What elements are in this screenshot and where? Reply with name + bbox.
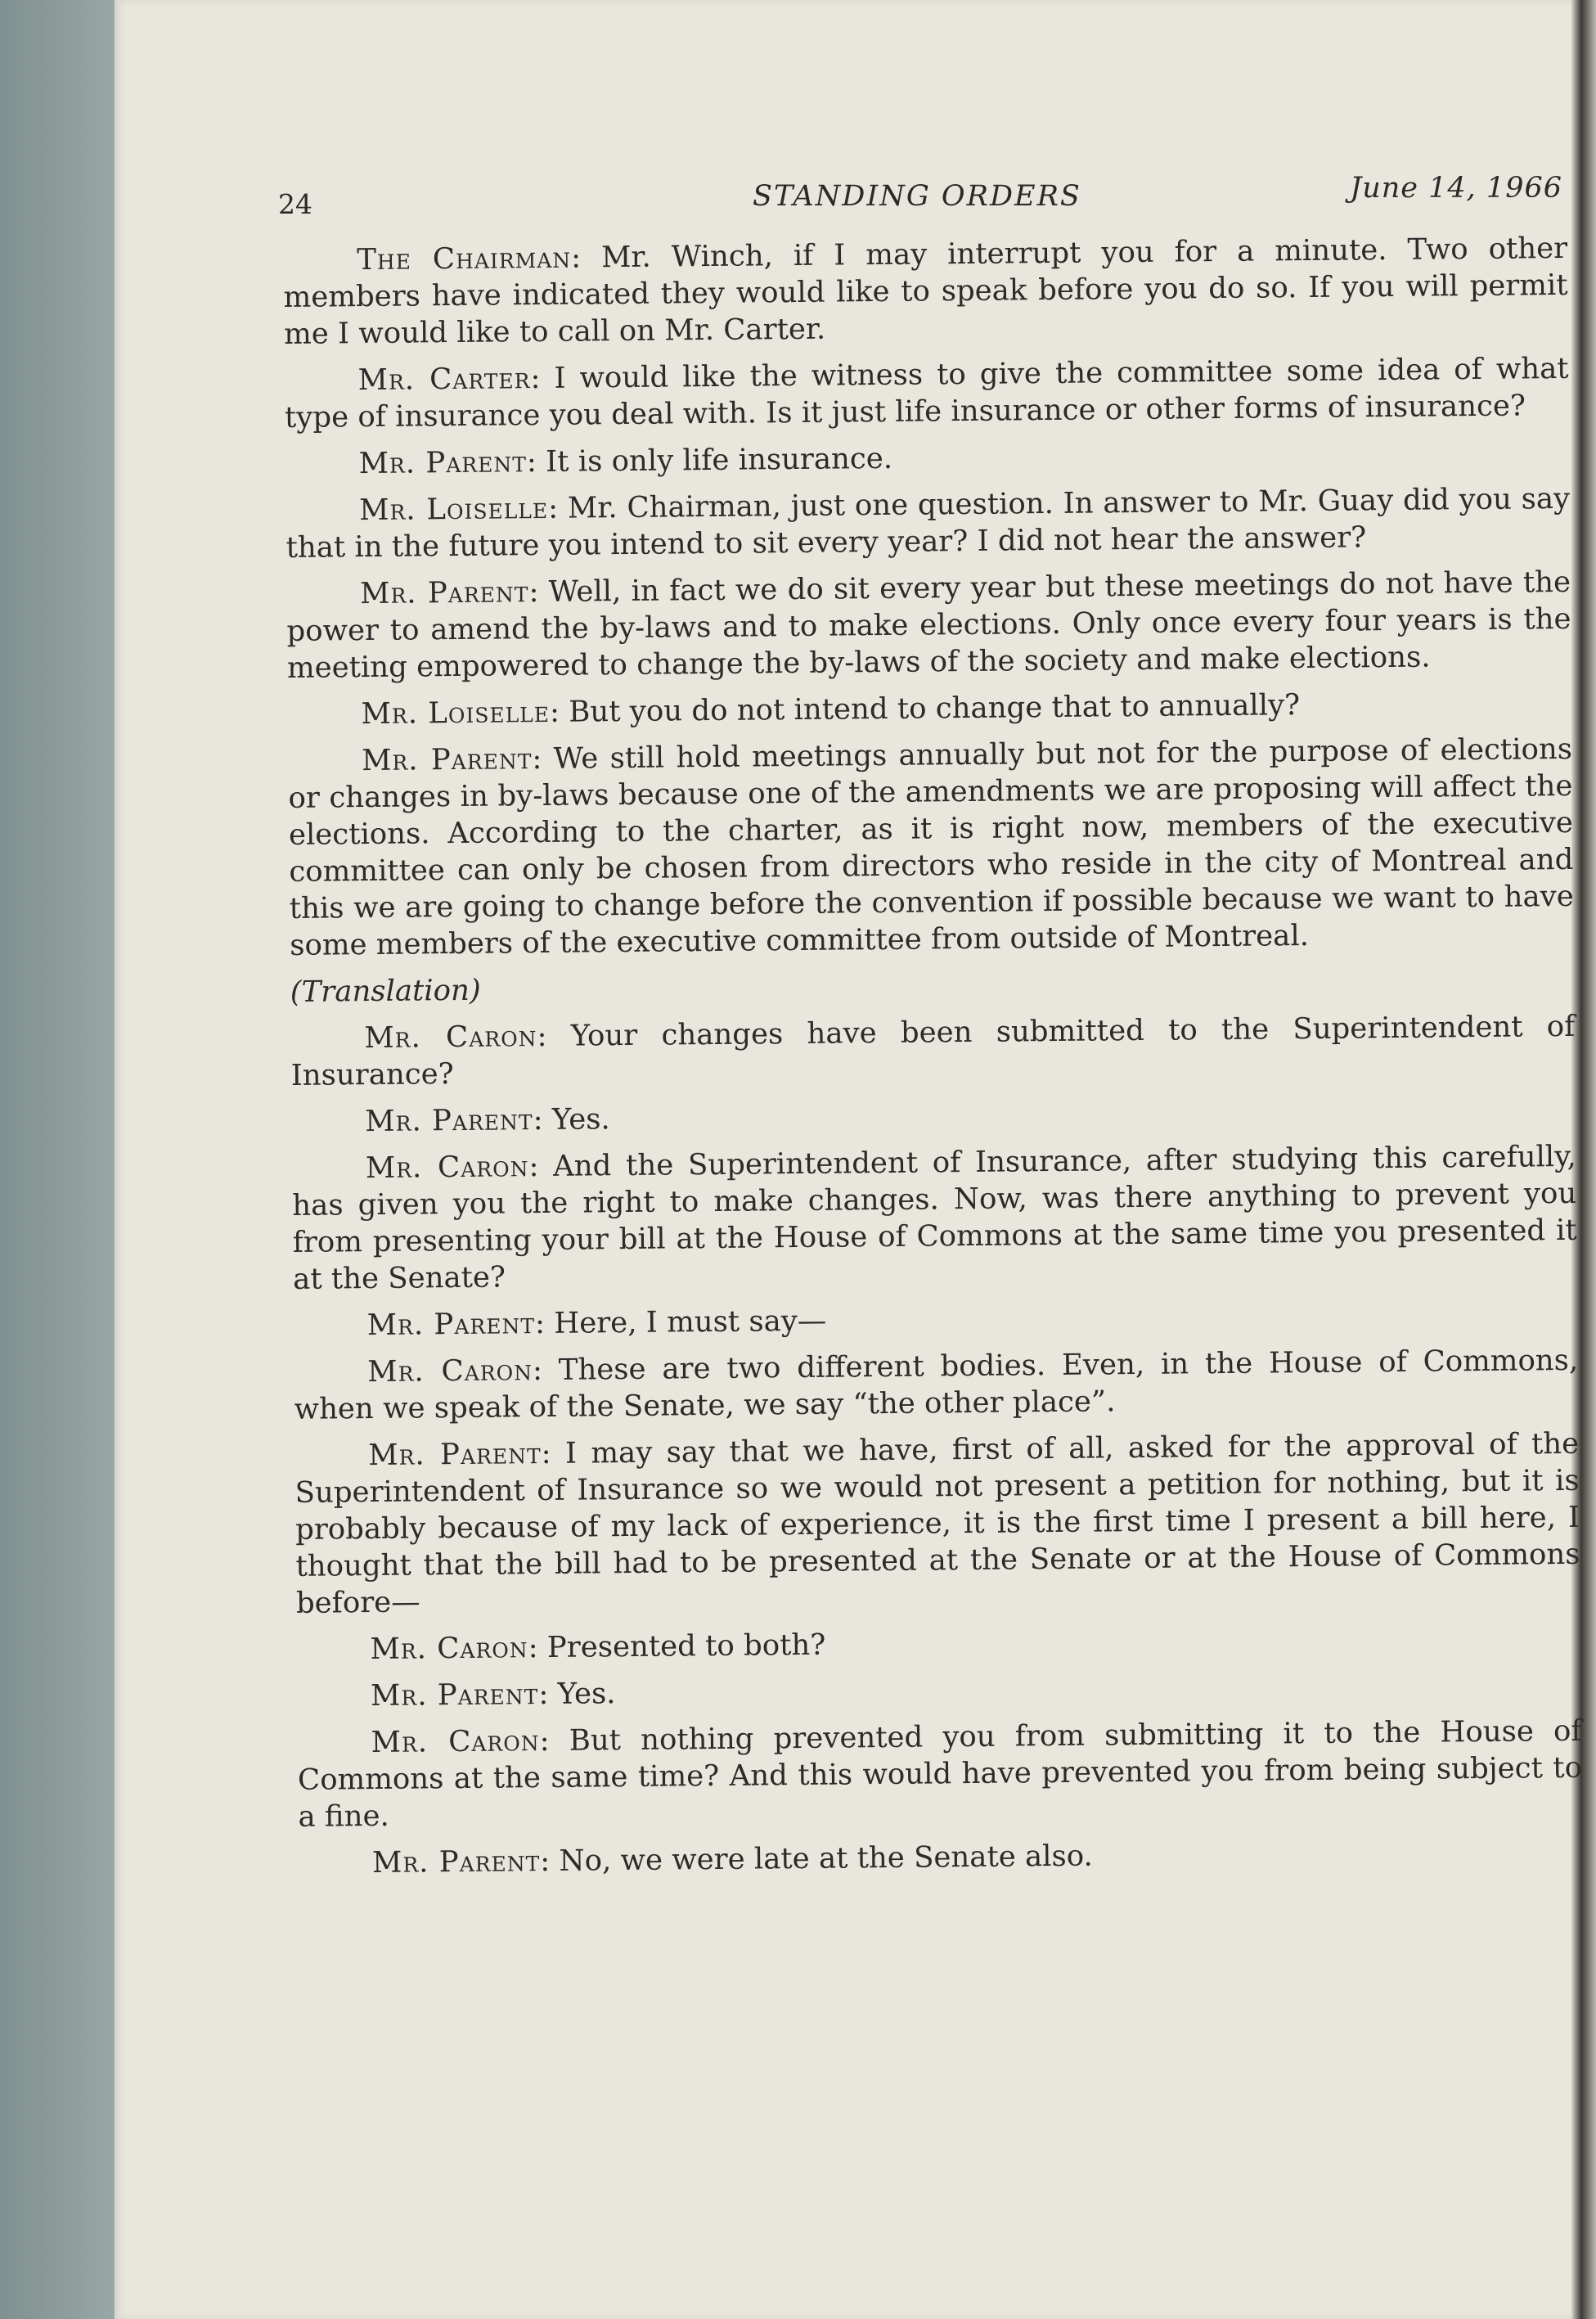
speech-text: But you do not intend to change that to annually? (569, 688, 1301, 729)
speech-text: But nothing prevented you from submitting it to the House of Commons at the same time? And this would have prevented you from being subject to a fine. (297, 1713, 1583, 1834)
speech-text: Presented to both? (546, 1628, 826, 1664)
speaker-name: Mr. Parent (366, 1307, 536, 1343)
speech-text: These are two different bodies. Even, in the House of Commons, when we speak of the Senate, we say “the other place”. (294, 1343, 1579, 1426)
speaker-name: Mr. Parent (359, 575, 529, 611)
paragraph: Mr. Parent: It is only life insurance. (358, 441, 893, 481)
speaker-name: Mr. Parent (365, 1103, 533, 1139)
paragraph: The Chairman: Mr. Winch, if I may interrupt you for a minute. Two other members have indicated they would like to speak before you do so. If you will permit me I would like to call on Mr. Carter. (283, 231, 1568, 351)
document-body (283, 230, 1583, 1892)
speech-text: I may say that we have, first of all, asked for the approval of the Superintendent of Insurance so we would not present a petition for nothing, but it is probably because of my lack of experience, it is the first time I present a bill here, I thought that the bill had to be presented at the Senate or at the House of Commons before— (294, 1426, 1580, 1620)
speech-text: Well, in fact we do sit every year but these meetings do not have the power to amend the by-laws and to make elections. Only once every four years is the meeting empowered to change the by-laws of the society and make elections. (286, 565, 1571, 685)
speech-text: Here, I must say— (554, 1304, 827, 1340)
speaker-name: Mr. Loiselle (361, 695, 551, 732)
paragraph: Mr. Caron: Presented to both? (370, 1628, 826, 1667)
paragraph: Mr. Parent: Yes. (365, 1102, 610, 1139)
paragraph: Mr. Parent: I may say that we have, first of all, asked for the approval of the Superintendent of Insurance so we would not present a petition for nothing, but it is probably because of my lack of experience, it is the first time I present a bill here, I thought that the bill had to be presented at the Senate or at the House of Commons before— (294, 1426, 1580, 1620)
speech-text: Yes. (551, 1102, 610, 1137)
speaker-name: Mr. Caron (370, 1631, 528, 1667)
paragraph: Mr. Parent: No, we were late at the Senate also. (371, 1839, 1093, 1880)
speech-text: We still hold meetings annually but not for the purpose of elections or changes in by-laws because one of the amendments we are proposing will affect the elections. According to the charter, as it is right now, members of the executive committee can only be chosen from directors who reside in the city of Montreal and this we are going to change before the convention if possible because we want to have some members of the executive committee from outside of Montreal. (288, 732, 1574, 962)
running-title: STANDING ORDERS (753, 180, 1081, 213)
speaker-name: Mr. Caron (364, 1020, 537, 1056)
paragraph: Mr. Caron: These are two different bodies. Even, in the House of Commons, when we speak of the Senate, we say “the other place”. (294, 1343, 1579, 1426)
speech-text: I would like the witness to give the committee some idea of what type of insurance you deal with. Is it just life insurance or other forms of insurance? (284, 351, 1569, 435)
speaker-name: Mr. Caron (367, 1353, 533, 1389)
paragraph: Mr. Parent: Well, in fact we do sit every year but these meetings do not have the power to amend the by-laws and to make elections. Only once every four years is the meeting empowered to change the by-laws of the society and make elections. (286, 565, 1571, 685)
speaker-name: Mr. Parent (368, 1437, 542, 1473)
speech-text: No, we were late at the Senate also. (559, 1839, 1093, 1878)
paragraph: Mr. Carter: I would like the witness to give the committee some idea of what type of insurance you deal with. Is it just life insurance or other forms of insurance? (284, 351, 1569, 435)
speaker-name: Mr. Parent (358, 445, 528, 481)
paragraph: Mr. Caron: And the Superintendent of Insurance, after studying this carefully, has given you the right to make changes. Now, was there anything to prevent you from presenting your bill at the House of Commons at the same time you presented it at the Senate? (292, 1139, 1577, 1296)
header-date: June 14, 1966 (1350, 172, 1562, 205)
speaker-name: Mr. Parent (370, 1677, 539, 1713)
paragraph: Mr. Loiselle: Mr. Chairman, just one question. In answer to Mr. Guay did you say that in the future you intend to sit every year? I did not hear the answer? (285, 481, 1571, 565)
speech-text: Mr. Chairman, just one question. In answer to Mr. Guay did you say that in the future you intend to sit every year? I did not hear the answer? (285, 481, 1571, 565)
speaker-name: Mr. Loiselle (358, 491, 549, 528)
translation-label: (Translation) (290, 973, 481, 1009)
paragraph: Mr. Caron: But nothing prevented you from submitting it to the House of Commons at the same time? And this would have prevented you from being subject to a fine. (297, 1713, 1583, 1834)
speaker-name: Mr. Carter (357, 362, 531, 398)
paragraph: Mr. Parent: Here, I must say— (366, 1304, 827, 1343)
paragraph: Mr. Loiselle: But you do not intend to change that to annually? (361, 688, 1301, 732)
speech-text: Yes. (557, 1677, 616, 1711)
paragraph: Mr. Parent: We still hold meetings annually but not for the purpose of elections or changes in by-laws because one of the amendments we are proposing will affect the elections. According to the charter, as it is right now, members of the executive committee can only be chosen from directors who reside in the city of Montreal and this we are going to change before the convention if possible because we want to have some members of the executive committee from outside of Montreal. (288, 732, 1574, 962)
speaker-name: The Chairman (357, 241, 572, 277)
page-number: 24 (278, 188, 312, 220)
speech-text: Your changes have been submitted to the Superintendent of Insurance? (290, 1009, 1576, 1092)
paragraph: Mr. Caron: Your changes have been submitted to the Superintendent of Insurance? (290, 1009, 1576, 1092)
speech-text: Mr. Winch, if I may interrupt you for a minute. Two other members have indicated they would like to speak before you do so. If you will permit me I would like to call on Mr. Carter. (283, 231, 1568, 351)
speech-text: And the Superintendent of Insurance, after studying this carefully, has given you the right to make changes. Now, was there anything to prevent you from presenting your bill at the House of Commons at the same time you presented it at the Senate? (292, 1139, 1577, 1296)
speech-text: It is only life insurance. (545, 441, 893, 479)
page-header (278, 172, 1562, 221)
speaker-name: Mr. Parent (371, 1844, 541, 1880)
speaker-name: Mr. Caron (371, 1724, 540, 1760)
speaker-name: Mr. Parent (361, 742, 533, 778)
speaker-name: Mr. Caron (365, 1150, 529, 1186)
paragraph: Mr. Parent: Yes. (370, 1677, 616, 1713)
